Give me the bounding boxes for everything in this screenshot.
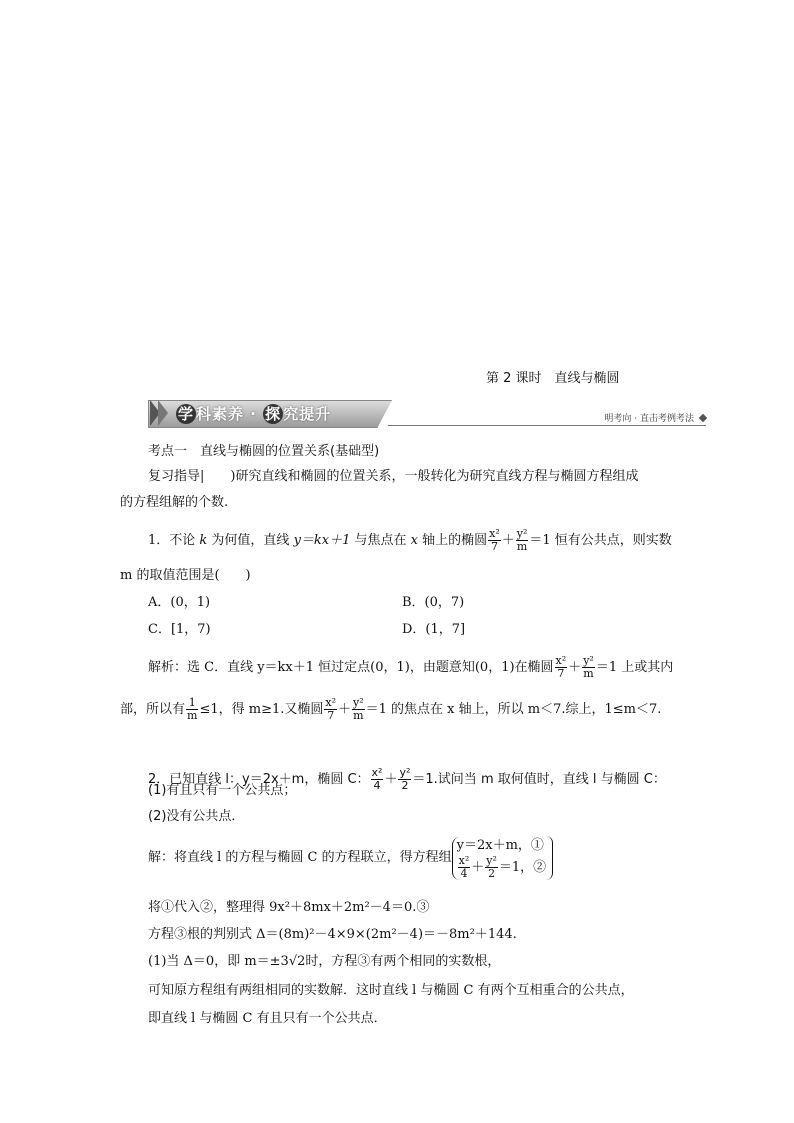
question-2-part-1: (1)有且只有一个公共点；: [148, 783, 297, 798]
solution-2-line-2: 将①代入②，整理得 9x²＋8mx＋2m²－4＝0.③: [148, 900, 430, 915]
option-d: D．(1，7]: [402, 622, 466, 637]
question-1: 1．不论 k 为何值，直线 y＝kx＋1 与焦点在 x 轴上的椭圆 $\frac{\text{x²}}{7}$ ＋ $\frac{\text{y²}}{m}$ ＝1 恒有公共点，则实数: [148, 527, 672, 553]
solution-1: 解析：选 C．直线 y＝kx＋1 恒过定点(0，1)，由题意知(0，1)在椭圆 $\frac{\text{x²}}{7}$ ＋ $\frac{\text{y²}}{m}$ ＝1 上或其内: [148, 654, 674, 680]
banner-title: 学 科素养 · 探 究提升: [177, 405, 332, 423]
question-1-cont: m 的取值范围是( ): [120, 568, 251, 583]
option-b: B．(0，7): [402, 595, 465, 610]
solution-2-line-4: (1)当 Δ＝0，即 m＝±3√2时，方程③有两个相同的实数根，: [148, 954, 501, 969]
solution-2: 解：将直线 l 的方程与椭圆 C 的方程联立，得方程组 y＝2x＋m，① $\frac{\text{x²}}{4}$ ＋ $\frac{\text{y²}}{2}$ ＝1，②: [148, 836, 553, 880]
option-a: A．(0，1): [148, 595, 211, 610]
solution-2-line-3: 方程③根的判别式 Δ＝(8m)²－4×9×(2m²－4)＝－8m²＋144.: [148, 927, 517, 942]
question-2: 2．已知直线 l：y＝2x＋m，椭圆 C： $\frac{\text{x²}}{4}$ ＋ $\frac{\text{y²}}{2}$ ＝1.试问当 m 取何值时，直线 l 与椭圆 C：: [148, 766, 666, 792]
solution-2-line-5: 可知原方程组有两组相同的实数解．这时直线 l 与椭圆 C 有两个互相重合的公共点，: [148, 983, 634, 998]
diamond-icon: [699, 414, 707, 422]
equation-system: y＝2x＋m，① $\frac{\text{x²}}{4}$ ＋ $\frac{\text{y²}}{2}$ ＝1，②: [452, 837, 547, 880]
review-guide: 复习指导| )研究直线和椭圆的位置关系，一般转化为研究直线方程与椭圆方程组成: [148, 469, 639, 484]
review-guide-cont: 的方程组解的个数.: [120, 495, 229, 510]
solution-2-line-6: 即直线 l 与椭圆 C 有且只有一个公共点．: [148, 1011, 387, 1026]
solution-1-cont: 部，所以有 $\frac{1}{m}$ ≤1，得 m≥1.又椭圆 $\frac{\text{x²}}{7}$ ＋ $\frac{\text{y²}}{m}$ ＝1 的焦点在 x 轴上，所以 m＜7.综上，1≤m＜7.: [120, 696, 662, 722]
section-heading: 考点一 直线与椭圆的位置关系(基础型): [148, 444, 380, 459]
lesson-title: 第 2 课时 直线与椭圆: [486, 371, 620, 386]
banner-subtitle: 明考向 · 直击考例考法: [604, 414, 694, 424]
question-2-part-2: (2)没有公共点．: [148, 809, 245, 824]
chevron-right-icon: [158, 400, 168, 426]
section-banner: [148, 400, 708, 426]
banner-rule: [388, 425, 706, 426]
option-c: C．[1，7): [148, 622, 211, 637]
